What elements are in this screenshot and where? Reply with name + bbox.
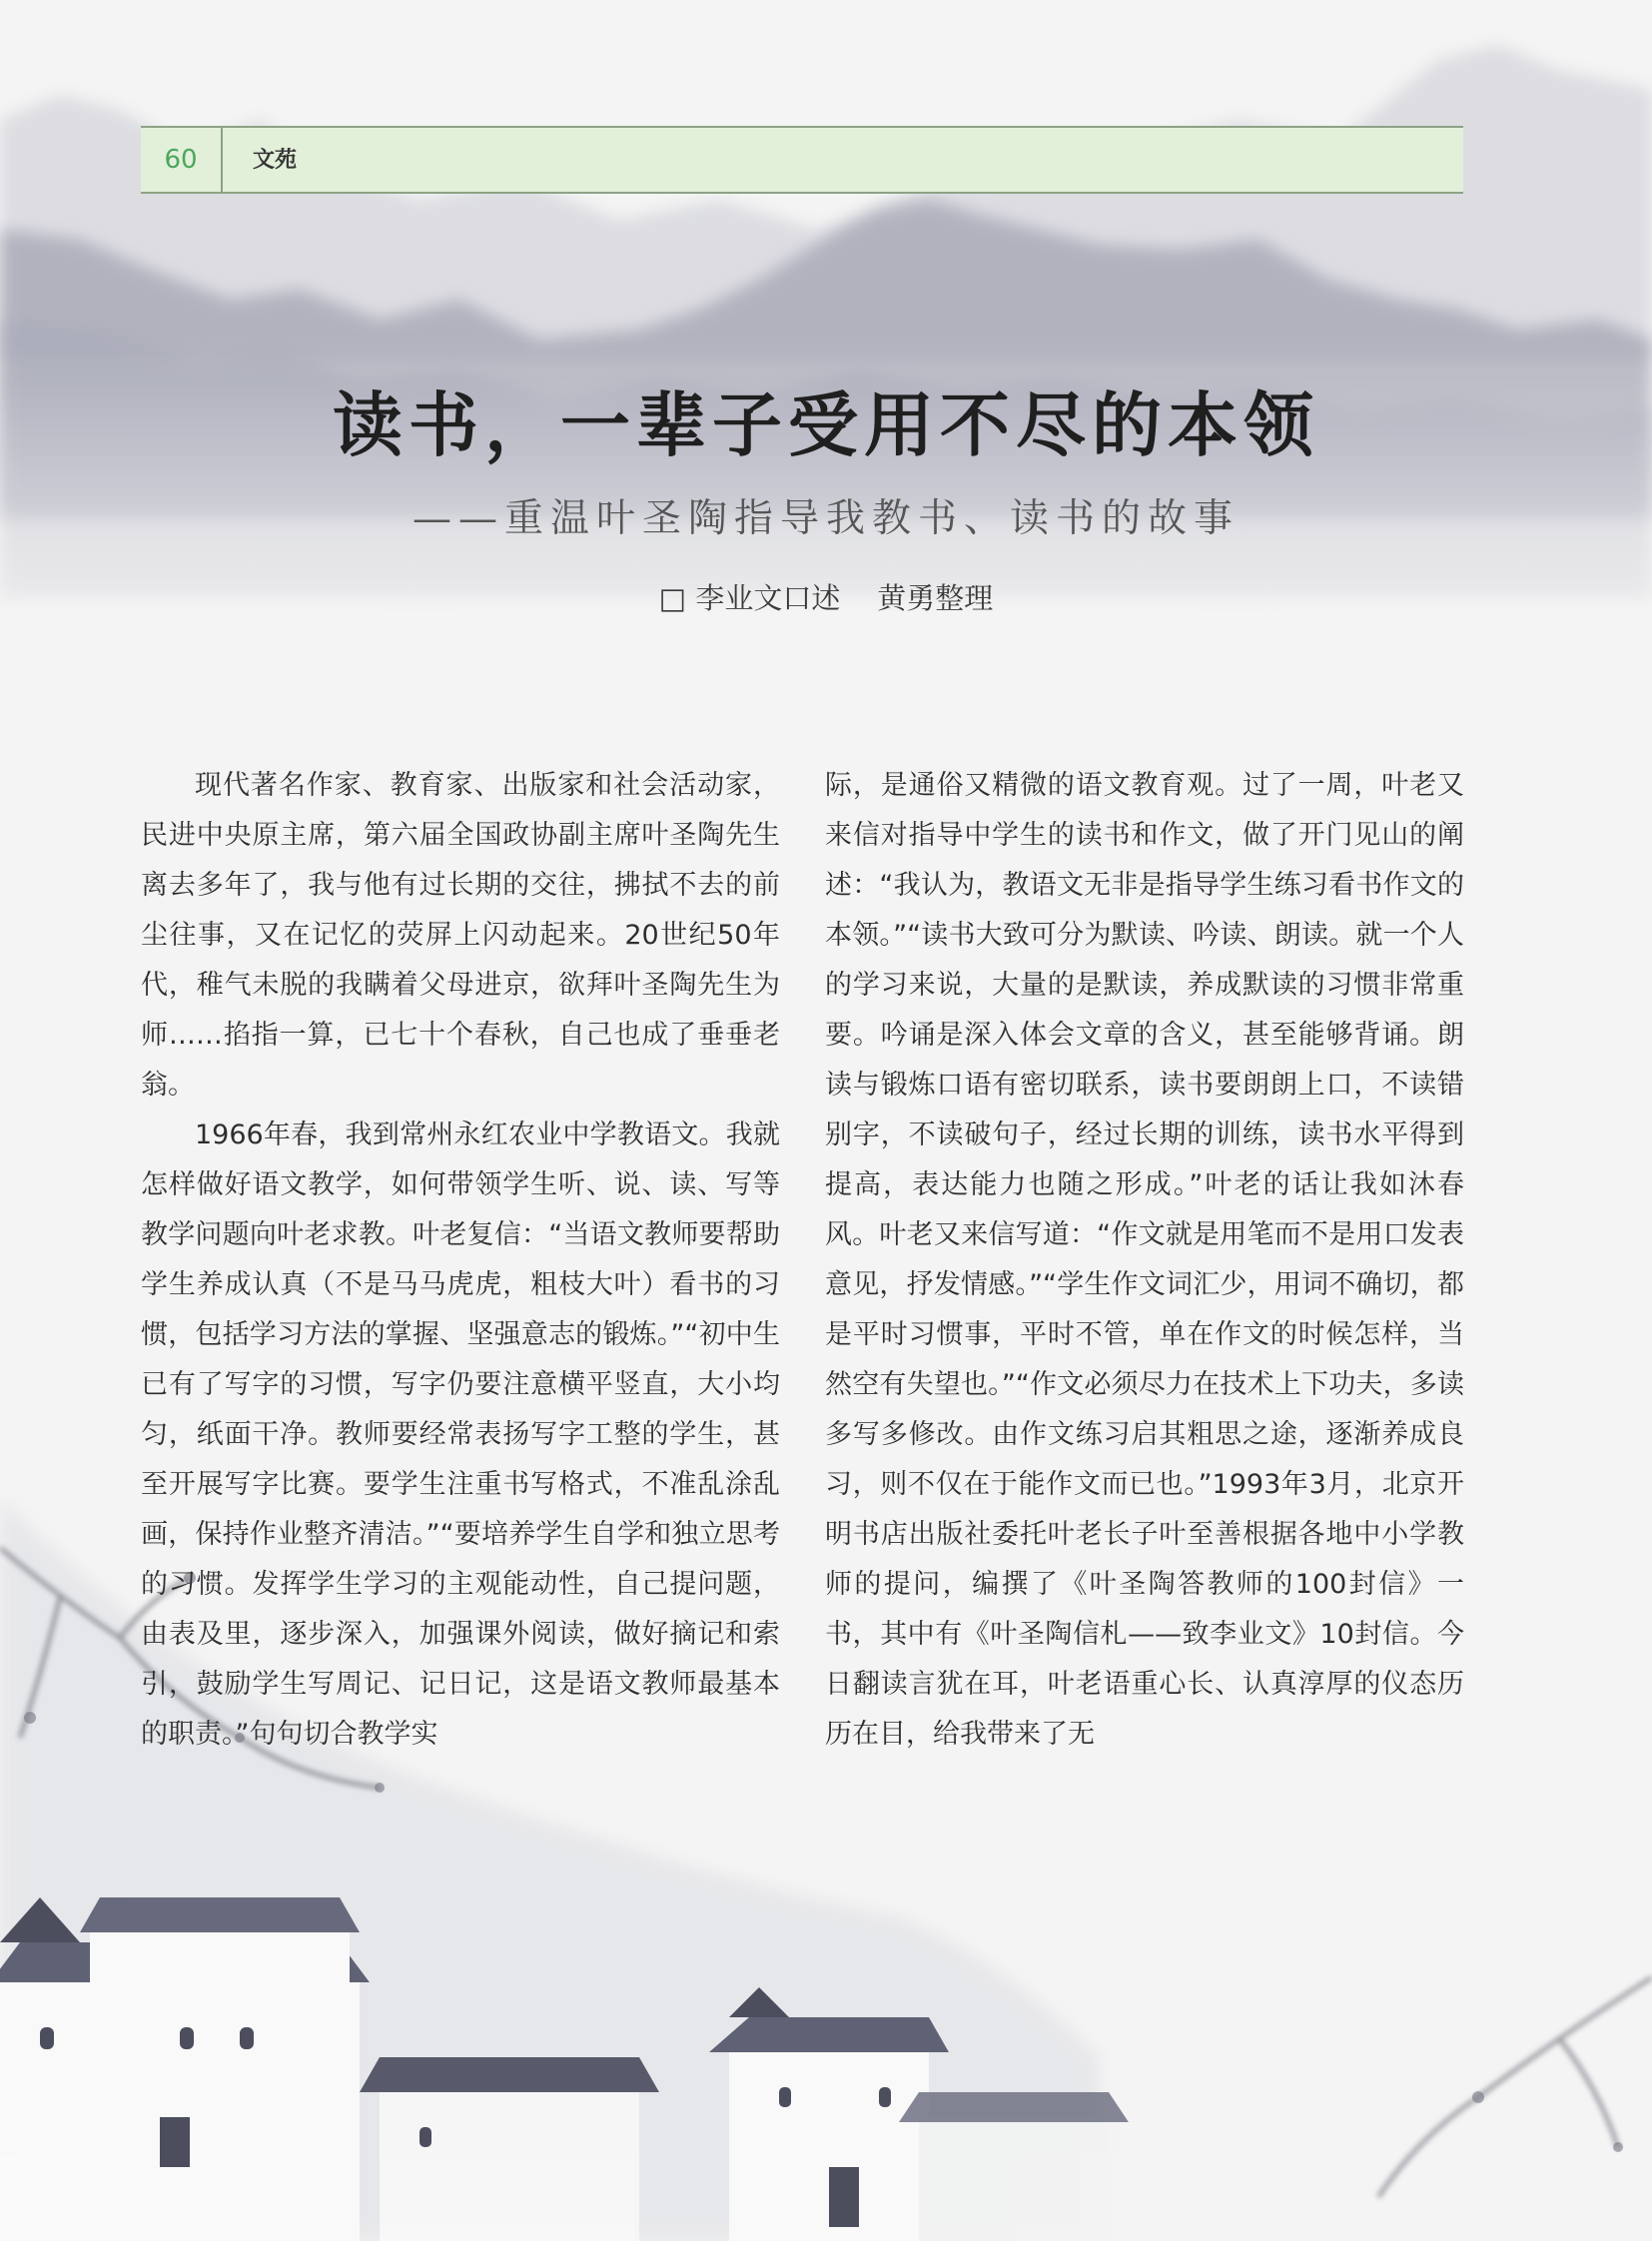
article-title: 读书，一辈子受用不尽的本领 <box>333 383 1319 466</box>
body-column-left <box>141 761 780 1760</box>
paragraph: 1966年春，我到常州永红农业中学教语文。我就怎样做好语文教学，如何带领学生听、说、读、写等教学问题向叶老求教。叶老复信：“当语文教师要帮助学生养成认真（不是马马虎虎，粗枝大叶）看书的习惯，包括学习方法的掌握、坚强意志的锻炼。”“初中生已有了写字的习惯，写字仍要注意横平竖直，大小均匀，纸面干净。教师要经常表扬写字工整的学生，甚至开展写字比赛。要学生注重书写格式，不准乱涂乱画，保持作业整齐清洁。”“要培养学生自学和独立思考的习惯。发挥学生学习的主观能动性，自己提问题，由表及里，逐步深入，加强课外阅读，做好摘记和索引，鼓励学生写周记、记日记，这是语文教师最基本的职责。”句句切合教学实 <box>141 1120 780 1750</box>
paragraph: 际，是通俗又精微的语文教育观。过了一周，叶老又来信对指导中学生的读书和作文，做了开门见山的阐述：“我认为，教语文无非是指导学生练习看书作文的本领。”“读书大致可分为默读、吟读、朗读。就一个人的学习来说，大量的是默读，养成默读的习惯非常重要。吟诵是深入体会文章的含义，甚至能够背诵。朗读与锻炼口语有密切联系，读书要朗朗上口，不读错别字，不读破句子，经过长期的训练，读书水平得到提高，表达能力也随之形成。”叶老的话让我如沐春风。叶老又来信写道：“作文就是用笔而不是用口发表意见，抒发情感。”“学生作文词汇少，用词不确切，都是平时习惯事，平时不管，单在作文的时候怎样，当然空有失望也。”“作文必须尽力在技术上下功夫，多读多写多修改。由作文练习启其粗思之途，逐渐养成良习，则不仅在于能作文而已也。”1993年3月，北京开明书店出版社委托叶老长子叶至善根据各地中小学教师的提问，编撰了《叶圣陶答教师的100封信》一书，其中有《叶圣陶信札——致李业文》10封信。今日翻读言犹在耳，叶老语重心长、认真淳厚的仪态历历在目，给我带来了无 <box>825 770 1464 1750</box>
body-column-right <box>825 761 1464 1760</box>
section-name: 文苑 <box>253 147 298 173</box>
paragraph: 现代著名作家、教育家、出版家和社会活动家，民进中央原主席，第六届全国政协副主席叶圣陶先生离去多年了，我与他有过长期的交往，拂拭不去的前尘往事，又在记忆的荧屏上闪动起来。20世纪50年代，稚气未脱的我瞒着父母进京，欲拜叶圣陶先生为师……掐指一算，已七十个春秋，自己也成了垂垂老翁。 <box>141 770 780 1101</box>
article-byline: □ 李业文口述 黄勇整理 <box>658 581 994 615</box>
header-divider <box>221 128 223 192</box>
page-number: 60 <box>164 145 198 175</box>
article-subtitle: ——重温叶圣陶指导我教书、读书的故事 <box>412 496 1239 541</box>
header-bar <box>141 126 1463 194</box>
